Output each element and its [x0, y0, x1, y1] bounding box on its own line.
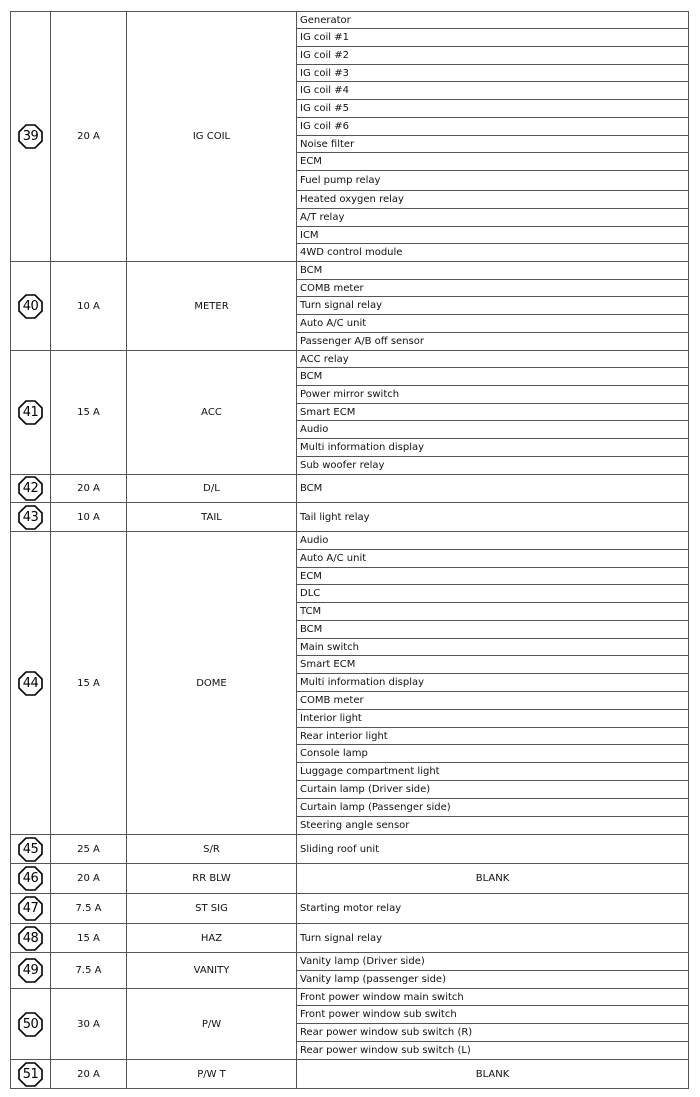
- circuit-item: ICM: [297, 227, 689, 244]
- fuse-amperage: 30 A: [51, 989, 127, 1060]
- fuse-name: HAZ: [127, 924, 297, 953]
- circuit-item: Noise filter: [297, 136, 689, 153]
- circuit-item: COMB meter: [297, 280, 689, 297]
- circuit-item: ECM: [297, 568, 689, 585]
- fuse-number: 49: [22, 963, 39, 978]
- circuit-item: Generator: [297, 12, 689, 29]
- fuse-number-badge: [18, 896, 43, 921]
- circuit-item: IG coil #6: [297, 118, 689, 136]
- fuse-row: [11, 953, 689, 971]
- fuse-amperage: 10 A: [51, 503, 127, 532]
- fuse-row: [11, 924, 689, 953]
- circuit-item: Multi information display: [297, 674, 689, 692]
- fuse-row: [11, 835, 689, 864]
- circuit-item: Starting motor relay: [297, 894, 689, 924]
- circuit-item: Turn signal relay: [297, 924, 689, 953]
- fuse-number-badge: [18, 1062, 43, 1087]
- fuse-number-badge: [18, 837, 43, 862]
- circuit-item: Front power window main switch: [297, 989, 689, 1006]
- fuse-name: RR BLW: [127, 864, 297, 894]
- fuse-number-badge: [18, 958, 43, 983]
- circuit-item: Smart ECM: [297, 404, 689, 421]
- circuit-item: Front power window sub switch: [297, 1006, 689, 1024]
- circuit-item: A/T relay: [297, 209, 689, 227]
- circuit-item: Passenger A/B off sensor: [297, 333, 689, 351]
- circuit-item: IG coil #5: [297, 100, 689, 118]
- fuse-amperage: 15 A: [51, 351, 127, 475]
- circuit-item: Main switch: [297, 639, 689, 656]
- fuse-number-cell: [11, 924, 51, 953]
- fuse-amperage: 7.5 A: [51, 894, 127, 924]
- fuse-number: 44: [22, 675, 39, 691]
- fuse-number: 41: [22, 405, 39, 420]
- circuit-item: COMB meter: [297, 692, 689, 710]
- fuse-number-badge: [18, 476, 43, 501]
- fuse-number-cell: [11, 351, 51, 475]
- circuit-item: BCM: [297, 621, 689, 639]
- fuse-row: [11, 262, 689, 280]
- fuse-number: 47: [22, 901, 39, 916]
- circuit-item: Vanity lamp (Driver side): [297, 953, 689, 971]
- fuse-name: DOME: [127, 532, 297, 835]
- fuse-amperage: 20 A: [51, 12, 127, 262]
- fuse-table: [10, 11, 689, 1089]
- fuse-number-cell: [11, 532, 51, 835]
- fuse-row: [11, 894, 689, 924]
- fuse-number-badge: [18, 866, 43, 891]
- fuse-name: ST SIG: [127, 894, 297, 924]
- fuse-amperage: 20 A: [51, 1060, 127, 1089]
- fuse-amperage: 15 A: [51, 532, 127, 835]
- fuse-number: 43: [22, 509, 39, 525]
- circuit-item: BCM: [297, 475, 689, 503]
- fuse-table-body: [11, 12, 689, 1089]
- fuse-number-cell: [11, 953, 51, 989]
- circuit-item: Power mirror switch: [297, 386, 689, 404]
- fuse-number-cell: [11, 12, 51, 262]
- circuit-item: TCM: [297, 603, 689, 621]
- fuse-number-cell: [11, 475, 51, 503]
- circuit-blank: BLANK: [297, 864, 689, 894]
- fuse-number-cell: [11, 864, 51, 894]
- fuse-name: ACC: [127, 351, 297, 475]
- circuit-item: Heated oxygen relay: [297, 191, 689, 209]
- fuse-number-cell: [11, 503, 51, 532]
- circuit-item: Vanity lamp (passenger side): [297, 971, 689, 989]
- circuit-item: Rear power window sub switch (L): [297, 1042, 689, 1060]
- circuit-item: Audio: [297, 532, 689, 550]
- fuse-amperage: 10 A: [51, 262, 127, 351]
- fuse-row: [11, 1060, 689, 1089]
- circuit-item: Smart ECM: [297, 656, 689, 674]
- circuit-item: Interior light: [297, 710, 689, 728]
- circuit-item: Console lamp: [297, 745, 689, 763]
- circuit-blank: BLANK: [297, 1060, 689, 1089]
- fuse-row: [11, 989, 689, 1006]
- fuse-number: 42: [22, 481, 39, 496]
- fuse-row: [11, 532, 689, 550]
- fuse-number: 40: [22, 298, 39, 314]
- circuit-item: ACC relay: [297, 351, 689, 368]
- fuse-name: S/R: [127, 835, 297, 864]
- fuse-number: 45: [22, 841, 39, 857]
- fuse-number: 46: [22, 871, 39, 886]
- circuit-item: Sliding roof unit: [297, 835, 689, 864]
- fuse-name: P/W: [127, 989, 297, 1060]
- fuse-number-cell: [11, 1060, 51, 1089]
- fuse-amperage: 20 A: [51, 864, 127, 894]
- fuse-number-badge: [18, 400, 43, 425]
- circuit-item: IG coil #4: [297, 82, 689, 100]
- fuse-name: VANITY: [127, 953, 297, 989]
- circuit-item: BCM: [297, 368, 689, 386]
- circuit-item: Sub woofer relay: [297, 457, 689, 475]
- fuse-row: [11, 475, 689, 503]
- circuit-item: IG coil #3: [297, 65, 689, 82]
- fuse-name: D/L: [127, 475, 297, 503]
- fuse-number-badge: [18, 505, 43, 530]
- circuit-item: Turn signal relay: [297, 297, 689, 315]
- circuit-item: Auto A/C unit: [297, 550, 689, 568]
- fuse-number-badge: [18, 294, 43, 319]
- fuse-number-badge: [18, 124, 43, 149]
- fuse-number-cell: [11, 262, 51, 351]
- fuse-number-cell: [11, 894, 51, 924]
- circuit-item: Luggage compartment light: [297, 763, 689, 781]
- circuit-item: Curtain lamp (Passenger side): [297, 799, 689, 817]
- circuit-item: Rear interior light: [297, 728, 689, 745]
- fuse-number: 39: [22, 129, 39, 144]
- fuse-amperage: 15 A: [51, 924, 127, 953]
- fuse-amperage: 25 A: [51, 835, 127, 864]
- circuit-item: IG coil #1: [297, 29, 689, 47]
- fuse-number: 51: [22, 1066, 39, 1082]
- circuit-item: IG coil #2: [297, 47, 689, 65]
- fuse-row: [11, 12, 689, 29]
- circuit-item: DLC: [297, 585, 689, 603]
- circuit-item: Auto A/C unit: [297, 315, 689, 333]
- circuit-item: 4WD control module: [297, 244, 689, 262]
- fuse-row: [11, 864, 689, 894]
- circuit-item: ECM: [297, 153, 689, 171]
- fuse-name: TAIL: [127, 503, 297, 532]
- fuse-number-cell: [11, 835, 51, 864]
- fuse-number: 50: [22, 1016, 39, 1032]
- fuse-number-cell: [11, 989, 51, 1060]
- fuse-number-badge: [18, 671, 43, 696]
- fuse-number: 48: [22, 930, 39, 946]
- circuit-item: Fuel pump relay: [297, 171, 689, 191]
- fuse-row: [11, 503, 689, 532]
- circuit-item: Steering angle sensor: [297, 817, 689, 835]
- fuse-amperage: 20 A: [51, 475, 127, 503]
- fuse-name: METER: [127, 262, 297, 351]
- circuit-item: Multi information display: [297, 439, 689, 457]
- circuit-item: BCM: [297, 262, 689, 280]
- fuse-number-badge: [18, 1012, 43, 1037]
- circuit-item: Rear power window sub switch (R): [297, 1024, 689, 1042]
- circuit-item: Tail light relay: [297, 503, 689, 532]
- fuse-name: P/W T: [127, 1060, 297, 1089]
- circuit-item: Curtain lamp (Driver side): [297, 781, 689, 799]
- fuse-name: IG COIL: [127, 12, 297, 262]
- fuse-amperage: 7.5 A: [51, 953, 127, 989]
- fuse-row: [11, 351, 689, 368]
- circuit-item: Audio: [297, 421, 689, 439]
- fuse-number-badge: [18, 926, 43, 951]
